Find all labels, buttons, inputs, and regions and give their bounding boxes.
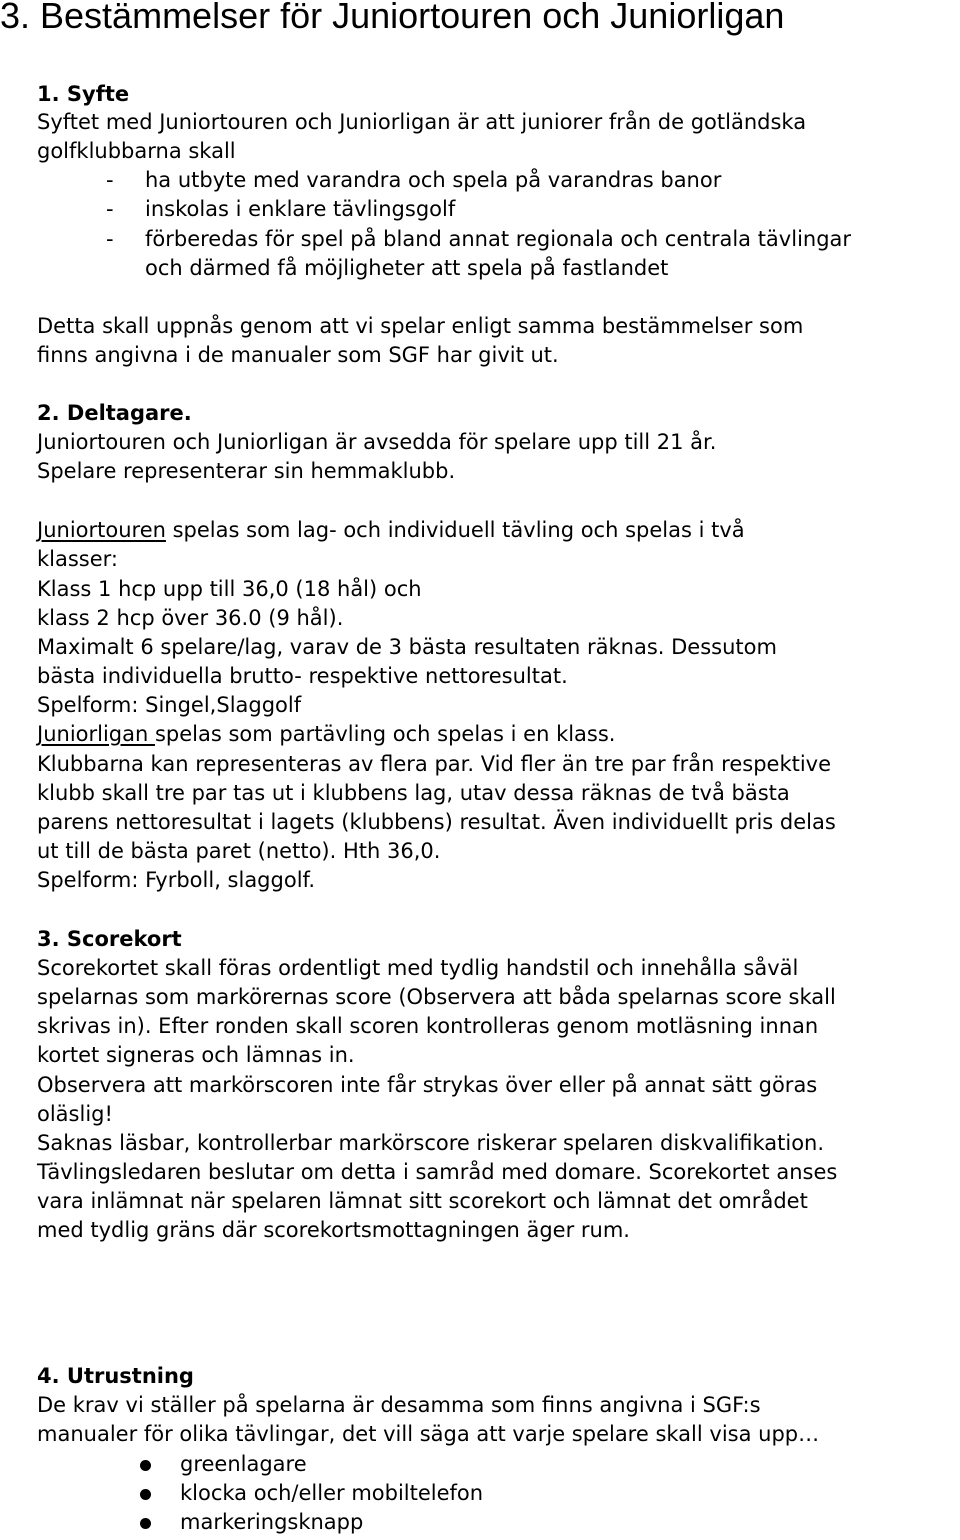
section-heading-utrustning: 4. Utrustning bbox=[37, 1364, 194, 1388]
paragraph-line: kortet signeras och lämnas in. bbox=[37, 1043, 355, 1067]
paragraph-line: klubb skall tre par tas ut i klubbens lag, utav dessa räknas de två bästa bbox=[37, 781, 790, 805]
page-title: 3. Bestämmelser för Juniortouren och Juniorligan bbox=[0, 0, 785, 36]
paragraph-line: Tävlingsledaren beslutar om detta i samråd med domare. Scorekortet anses bbox=[37, 1160, 838, 1184]
paragraph-line: vara inlämnat när spelaren lämnat sitt scorekort och lämnat det området bbox=[37, 1189, 808, 1213]
paragraph-line: spelarnas som markörernas score (Observera att båda spelarnas score skall bbox=[37, 985, 836, 1009]
paragraph-line: Spelform: Fyrboll, slaggolf. bbox=[37, 868, 316, 892]
paragraph-line: skrivas in). Efter ronden skall scoren kontrolleras genom motläsning innan bbox=[37, 1014, 819, 1038]
paragraph-line: Observera att markörscoren inte får strykas över eller på annat sätt göras bbox=[37, 1073, 818, 1097]
paragraph-line: Detta skall uppnås genom att vi spelar enligt samma bestämmelser som bbox=[37, 314, 804, 338]
dash-marker: - bbox=[106, 227, 114, 251]
paragraph-line: golfklubbarna skall bbox=[37, 139, 236, 163]
list-item: inskolas i enklare tävlingsgolf bbox=[145, 197, 456, 221]
paragraph-line bbox=[37, 516, 745, 545]
list-item: förberedas för spel på bland annat regionala och centrala tävlingar bbox=[145, 227, 852, 251]
paragraph-text: spelas som partävling och spelas i en klass. bbox=[154, 722, 616, 746]
paragraph-line: Syftet med Juniortouren och Juniorligan är att juniorer från de gotländska bbox=[37, 110, 807, 134]
bullet-icon bbox=[140, 1518, 151, 1529]
paragraph-line: manualer för olika tävlingar, det vill säga att varje spelare skall visa upp… bbox=[37, 1422, 820, 1446]
paragraph-line: Klass 1 hcp upp till 36,0 (18 hål) och bbox=[37, 577, 422, 601]
paragraph-line: oläslig! bbox=[37, 1102, 113, 1126]
dash-marker: - bbox=[106, 168, 114, 192]
section-heading-scorekort: 3. Scorekort bbox=[37, 927, 182, 951]
paragraph-line: finns angivna i de manualer som SGF har givit ut. bbox=[37, 343, 559, 367]
paragraph-line: Spelare representerar sin hemmaklubb. bbox=[37, 459, 456, 483]
paragraph-line: bästa individuella brutto- respektive nettoresultat. bbox=[37, 664, 568, 688]
paragraph-line: Juniortouren och Juniorligan är avsedda för spelare upp till 21 år. bbox=[37, 430, 717, 454]
paragraph-line: Klubbarna kan representeras av flera par. Vid fler än tre par från respektive bbox=[37, 752, 832, 776]
paragraph-line: klasser: bbox=[37, 547, 119, 571]
bullet-icon bbox=[140, 1489, 151, 1500]
paragraph-line: De krav vi ställer på spelarna är desamma som finns angivna i SGF:s bbox=[37, 1393, 761, 1417]
section-heading-syfte: 1. Syfte bbox=[37, 82, 130, 106]
list-item: klocka och/eller mobiltelefon bbox=[180, 1481, 484, 1505]
term-juniortouren: Juniortouren bbox=[37, 518, 166, 542]
paragraph-text: spelas som lag- och individuell tävling och spelas i två bbox=[165, 518, 745, 542]
paragraph-line: Spelform: Singel,Slaggolf bbox=[37, 693, 302, 717]
dash-marker: - bbox=[106, 197, 114, 221]
paragraph-line: Saknas läsbar, kontrollerbar markörscore riskerar spelaren diskvalifikation. bbox=[37, 1131, 825, 1155]
paragraph-line: ut till de bästa paret (netto). Hth 36,0. bbox=[37, 839, 441, 863]
term-juniorligan: Juniorligan bbox=[37, 722, 155, 746]
list-item: ha utbyte med varandra och spela på varandras banor bbox=[145, 168, 722, 192]
paragraph-line: med tydlig gräns där scorekortsmottagningen äger rum. bbox=[37, 1218, 630, 1242]
paragraph-line bbox=[37, 720, 616, 749]
list-item: greenlagare bbox=[180, 1452, 307, 1476]
paragraph-line: Maximalt 6 spelare/lag, varav de 3 bästa resultaten räknas. Dessutom bbox=[37, 635, 777, 659]
list-item-continuation: och därmed få möjligheter att spela på fastlandet bbox=[145, 256, 669, 280]
section-heading-deltagare: 2. Deltagare. bbox=[37, 401, 192, 425]
bullet-icon bbox=[140, 1460, 151, 1471]
paragraph-line: Scorekortet skall föras ordentligt med tydlig handstil och innehålla såväl bbox=[37, 956, 799, 980]
paragraph-line: parens nettoresultat i lagets (klubbens) resultat. Även individuellt pris delas bbox=[37, 810, 836, 834]
paragraph-line: klass 2 hcp över 36.0 (9 hål). bbox=[37, 606, 344, 630]
list-item: markeringsknapp bbox=[180, 1510, 364, 1534]
